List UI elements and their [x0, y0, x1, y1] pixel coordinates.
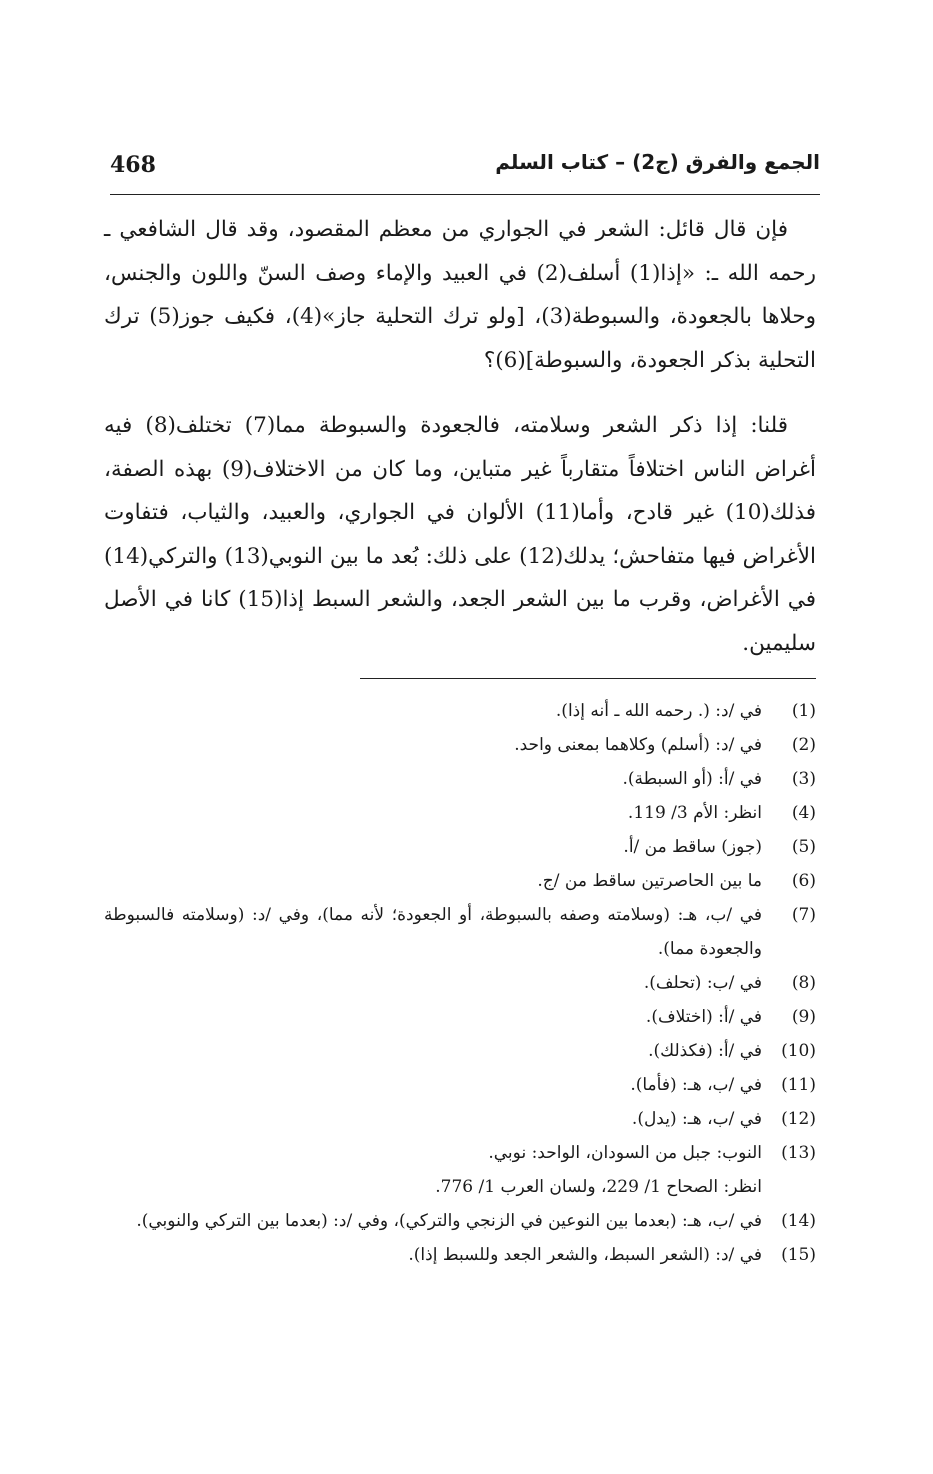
footnote-separator [360, 678, 816, 679]
footnote-number: (5) [791, 837, 816, 857]
footnote-reference-line: انظر: الصحاح 1/ 229، ولسان العرب 1/ 776. [435, 1177, 762, 1197]
footnote-number: (2) [791, 735, 816, 755]
page-number: 468 [110, 152, 156, 178]
footnote-item [104, 728, 816, 762]
footnote-number: (4) [791, 803, 816, 823]
footnote-number: (11) [781, 1075, 816, 1095]
paragraph-question: فإن قال قائل: الشعر في الجواري من معظم المقصود، وقد قال الشافعي ـ رحمه الله ـ: «إذا(1) أسلف(2) في العبيد والإماء وصف السنّ واللون والجنس، وحلاها بالجعودة، والسبوطة(3)، [ولو ترك التحلية جاز»(4)، فكيف جوز(5) ترك التحلية بذكر الجعودة، والسبوطة](6)؟ [104, 217, 816, 373]
footnote-number: (9) [791, 1007, 816, 1027]
page-header [110, 150, 820, 186]
footnote-text: في /ب، هـ: (يدل). [631, 1109, 762, 1129]
footnote-item [104, 762, 816, 796]
footnote-text: في /أ: (فكذلك). [648, 1041, 762, 1061]
footnote-text: في /د: (. رحمه الله ـ أنه إذا). [555, 701, 762, 721]
footnote-text: في /د: (الشعر السبط، والشعر الجعد وللسبط إذا). [408, 1245, 762, 1265]
header-rule [110, 194, 820, 195]
footnote-number: (3) [791, 769, 816, 789]
footnote-number: (15) [781, 1245, 816, 1265]
footnote-item [104, 1238, 816, 1272]
footnote-item [104, 1102, 816, 1136]
footnote-item [104, 1068, 816, 1102]
footnote-text: في /ب، هـ: (فأما). [630, 1075, 762, 1095]
footnote-item [104, 830, 816, 864]
footnote-number: (1) [791, 701, 816, 721]
footnote-text: انظر: الأم 3/ 119. [627, 803, 762, 823]
footnote-number: (8) [791, 973, 816, 993]
footnote-text: في /د: (أسلم) وكلاهما بمعنى واحد. [514, 735, 762, 755]
footnote-text: في /أ: (اختلاف). [645, 1007, 762, 1027]
footnote-item [104, 898, 816, 966]
paragraph-answer: قلنا: إذا ذكر الشعر وسلامته، فالجعودة والسبوطة مما(7) تختلف(8) فيه أغراض الناس اختلافاً متقارباً غير متباين، وما كان من الاختلاف(9) بهذه الصفة، فذلك(10) غير قادح، وأما(11) الألوان في الجواري، والعبيد، والثياب، فتفاوت الأغراض فيها متفاحش؛ يدلك(12) على ذلك: بُعد ما بين النوبي(13) والتركي(14) في الأغراض، وقرب ما بين الشعر الجعد، والشعر السبط إذا(15) كانا في الأصل سليمين. [104, 413, 816, 656]
footnote-number: (7) [791, 905, 816, 925]
footnote-item [104, 1136, 816, 1204]
footnote-item [104, 1204, 816, 1238]
footnote-text: في /أ: (أو السبطة). [622, 769, 762, 789]
footnote-number: (12) [781, 1109, 816, 1129]
footnote-number: (14) [781, 1211, 816, 1231]
footnote-text: في /ب: (تحلف). [643, 973, 762, 993]
footnote-text [104, 1136, 770, 1204]
footnote-text-line: النوب: جبل من السودان، الواحد: نوبي. [488, 1143, 762, 1163]
footnote-number: (10) [781, 1041, 816, 1061]
footnote-text: في /ب، هـ: (وسلامته وصفه بالسبوطة، أو الجعودة؛ لأنه مما)، وفي /د: (وسلامته فالسبوطة والجعودة مما). [104, 905, 762, 959]
main-text [104, 208, 816, 665]
footnote-item [104, 966, 816, 1000]
running-title: الجمع والفرق (ج2) – كتاب السلم [495, 150, 820, 174]
footnote-text: (جوز) ساقط من /أ. [623, 837, 762, 857]
footnote-item [104, 1034, 816, 1068]
footnotes [104, 694, 816, 1272]
footnote-text: ما بين الحاصرتين ساقط من /ج. [537, 871, 762, 891]
footnote-number: (6) [791, 871, 816, 891]
footnote-item [104, 1000, 816, 1034]
footnote-item [104, 864, 816, 898]
footnote-number: (13) [781, 1143, 816, 1163]
footnote-item [104, 796, 816, 830]
footnote-item [104, 694, 816, 728]
footnote-text: في /ب، هـ: (بعدما بين النوعين في الزنجي والتركي)، وفي /د: (بعدما بين التركي والنوبي). [136, 1211, 762, 1231]
